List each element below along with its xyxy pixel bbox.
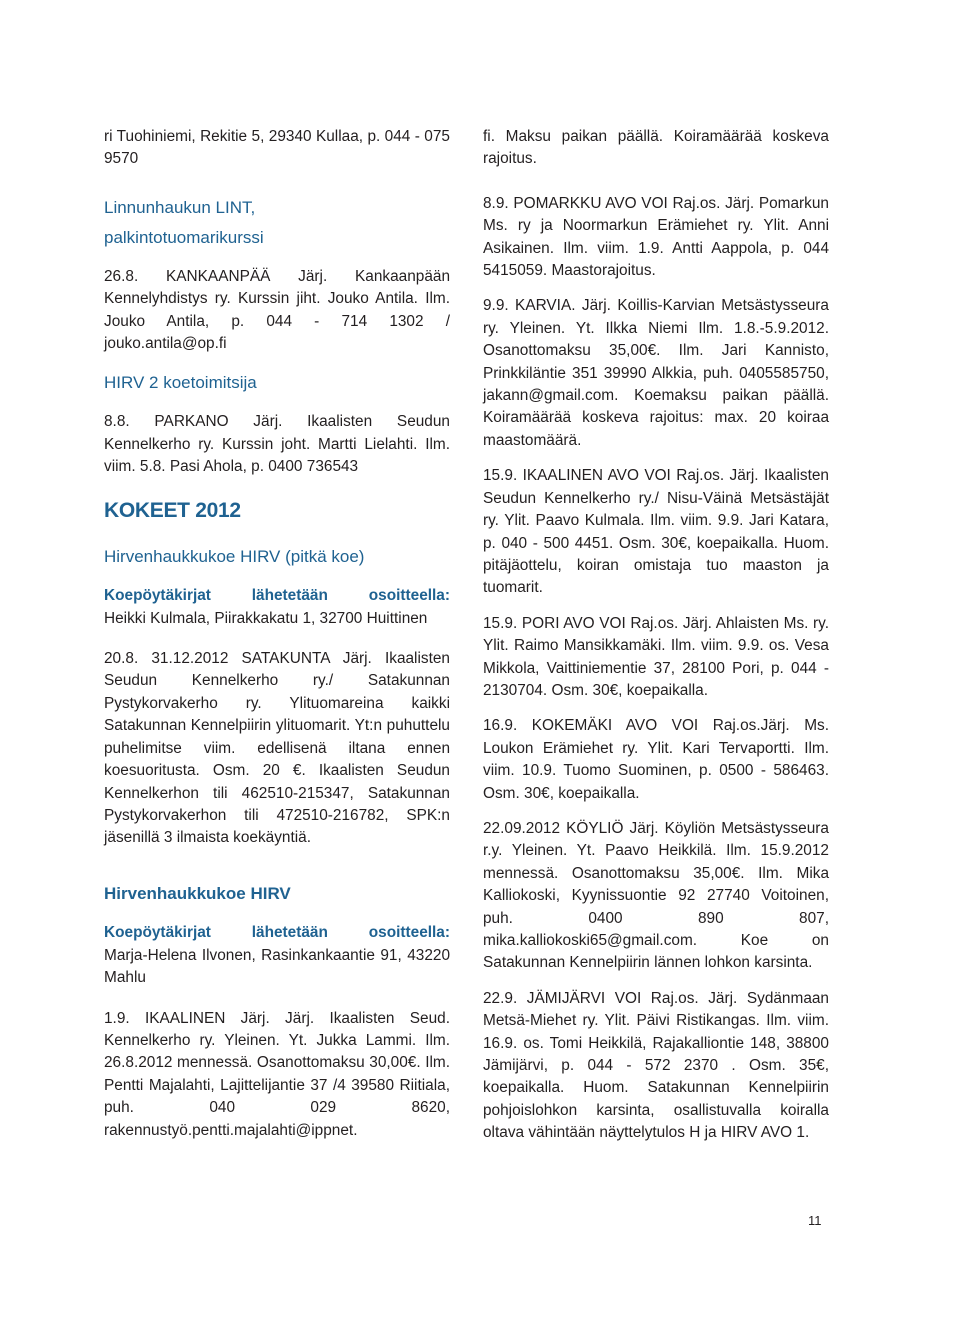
ikaalinen-paragraph: 1.9. IKAALINEN Järj. Järj. Ikaalisten Seud. Kennelkerho ry. Yleinen. Yt. Jukka Lammi. Ilm. 26.8.2012 mennessä. Osanottomaksu 30,00€. Ilm. Pentti Majalahti, Lajittelijantie 37 /4 39580 Riitiala, puh. 040 029 8620, rakennustyö.pentti.majalahti@ippnet. [104, 1009, 450, 1139]
koepoytakirjat-label-2: Koepöytäkirjat lähetetään osoitteella: [104, 923, 450, 941]
ikaalinen-avo-paragraph: 15.9. IKAALINEN AVO VOI Raj.os. Järj. Ikaalisten Seudun Kennelkerho ry./ Nisu-Väinä Metsästäjät ry. Ylit. Paavo Kulmala. Ilm. viim. 9.9. Jari Katara, p. 040 - 500 4451. Osm. 30€, koepaikalla. Huom. pitäjäottelu, koiran omistaja tuo maaston ja tuomarit. [483, 467, 829, 597]
intro-paragraph: ri Tuohiniemi, Rekitie 5, 29340 Kullaa, p. 044 - 075 9570 [104, 128, 450, 168]
pori-paragraph: 15.9. PORI AVO VOI Raj.os. Järj. Ahlaisten Ms. ry. Ylit. Raimo Mansikkamäki. Ilm. viim. 9.9. os. Vesa Mikkola, Vaittiniementie 37, 28100 Pori, p. 044 - 2130704. Osm. 30€, koepaikalla. [483, 614, 829, 699]
jamijarvi-paragraph: 22.9. JÄMIJÄRVI VOI Raj.os. Järj. Sydänmaan Metsä-Miehet ry. Ylit. Päivi Ristikangas. Ilm. viim. 16.9. os. Tomi Heikkilä, Rajakalliontie 148, 38800 Jämijärvi, p. 044 - 572 2370 . Osm. 35€, koepaikalla. Huom. Satakunnan Kennelpiirin pohjoislohkon karsinta, osallistuvalla koiralla oltava vähintään näyttelytulos H ja HIRV AVO 1. [483, 989, 829, 1142]
kokemaki-paragraph: 16.9. KOKEMÄKI AVO VOI Raj.os.Järj. Ms. Loukon Erämiehet ry. Ylit. Kari Tervaportti. Ilm. viim. 10.9. Tuomo Suominen, p. 0500 - 586463. Osm. 30€, koepaikalla. [483, 717, 829, 802]
kokeet-heading: KOKEET 2012 [104, 498, 241, 522]
hirv-heading: Hirvenhaukkukoe HIRV [104, 883, 291, 903]
address-2: Marja-Helena Ilvonen, Rasinkankaantie 91, 43220 Mahlu [104, 946, 450, 987]
page-number: 11 [808, 1213, 822, 1228]
karvia-paragraph: 9.9. KARVIA. Järj. Koillis-Karvian Metsästysseura ry. Yleinen. Yt. Ilkka Niemi Ilm. 1.8.-5.9.2012. Osanottomaksu 35,00€. Ilm. Jari Kannisto, Prinkkiläntie 351 39990 Alkkia, puh. 0405585750, jakann@gmail.com. Koemaksu paikan päällä. Koiramäärää koskeva rajoitus: max. 20 koiraa maastomäärä. [483, 297, 829, 449]
kankaanpaa-paragraph: 26.8. KANKAANPÄÄ Järj. Kankaanpään Kennelyhdistys ry. Kurssin jiht. Jouko Antila. Ilm. Jouko Antila, p. 044 - 714 1302 / jouko.antila@op.fi [104, 267, 450, 353]
koepoytakirjat-label-1: Koepöytäkirjat lähetetään osoitteella: [104, 586, 450, 604]
parkano-paragraph: 8.8. PARKANO Järj. Ikaalisten Seudun Kennelkerho ry. Kurssin joht. Martti Lielahti. Ilm. viim. 5.8. Pasi Ahola, p. 0400 736543 [104, 413, 450, 476]
right-column [483, 126, 829, 1145]
continuation-paragraph: fi. Maksu paikan päällä. Koiramäärää koskeva rajoitus. [483, 128, 829, 168]
satakunta-paragraph: 20.8. 31.12.2012 SATAKUNTA Järj. Ikaalisten Seudun Kennelkerho ry./ Satakunnan Pystykorvakerho ry. Ylituomareina kaikki Satakunnan Kennelpiirin ylituomarit. Yt:n puhuttelu puhelimitse viim. edellisenä iltana ennen koesuoritusta. Osm. 20 €. Ikaalisten Seudun Kennelkerhon tili 462510-215347, Satakunnan Pystykorvakerhon tili 472510-216782, SPK:n jäsenillä 3 ilmaista koekäyntiä. [104, 650, 450, 847]
koetoimitsija-heading: HIRV 2 koetoimitsija [104, 373, 257, 393]
pomarkku-paragraph: 8.9. POMARKKU AVO VOI Raj.os. Järj. Pomarkun Ms. ry ja Noormarkun Erämiehet ry. Ylit. Anni Asikainen. Ilm. viim. 1.9. Antti Aappola, p. 044 5415059. Maastorajoitus. [483, 194, 829, 280]
address-1: Heikki Kulmala, Piirakkakatu 1, 32700 Huittinen [104, 609, 428, 627]
lint-heading: Linnunhaukun LINT, palkintotuomarikurssi [104, 197, 264, 247]
left-column [104, 126, 450, 1142]
koylio-paragraph: 22.09.2012 KÖYLIÖ Järj. Köyliön Metsästysseura r.y. Yleinen. Yt. Paavo Heikkilä. Ilm. 15.9.2012 mennessä. Osanottomaksu 35,00€. Ilm. Mika Kalliokoski, Kyynissuontie 92 27740 Voitoinen, puh. 0400 890 807, mika.kalliokoski65@gmail.com. Koe on Satakunnan Kennelpiirin lännen lohkon karsinta. [483, 819, 829, 972]
pitka-koe-heading: Hirvenhaukkukoe HIRV (pitkä koe) [104, 546, 365, 566]
